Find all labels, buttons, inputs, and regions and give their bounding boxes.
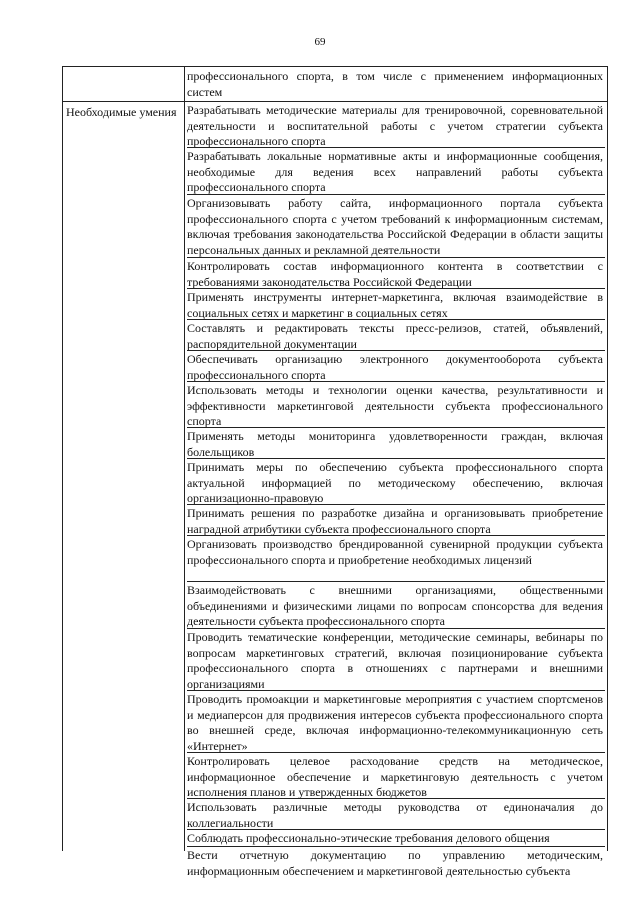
skill-item: Разрабатывать методические материалы для тренировочной, соревновательной деятельности и воспитательной работы с учетом стратегии субъекта профессионального спорта [187,103,603,148]
skill-item: Применять методы мониторинга удовлетворенности граждан, включая болельщиков [187,429,603,459]
skill-item: Контролировать целевое расходование средств на методическое, информационное обеспечение и маркетинговую деятельность с учетом исполнения планов и утвержденных бюджетов [187,754,603,799]
section-label: Необходимые умения [66,105,177,119]
skill-item: Использовать методы и технологии оценки качества, результативности и эффективности маркетинговой деятельности субъекта профессионального спорта [187,383,603,428]
skill-item: Проводить промоакции и маркетинговые мероприятия с участием спортсменов и медиаперсон для продвижения интересов субъекта профессионального спорта во внешней среде, включая информационно-телекоммуникационную сеть «Интернет» [187,692,603,753]
page-number: 69 [314,36,326,48]
skill-item: Разрабатывать локальные нормативные акты и информационные сообщения, необходимые для ведения всех направлений работы субъекта профессионального спорта [187,149,603,194]
column-divider [184,67,185,851]
skill-item: Принимать меры по обеспечению субъекта профессионального спорта актуальной информацией по методическому обеспечению, включая организационно-правовую [187,460,603,505]
continued-cell-text: профессионального спорта, в том числе с применением информационных систем [187,69,603,99]
skill-item: Обеспечивать организацию электронного документооборота субъекта профессионального спорта [187,352,603,382]
skill-item: Вести отчетную документацию по управлению методическим, информационным обеспечением и маркетинговой деятельностью субъекта [187,848,603,878]
skill-item: Организовывать работу сайта, информационного портала субъекта профессионального спорта с учетом требований к информационным системам, включая требования законодательства Российской Федерации в области защиты персональных данных и рекламной деятельности [187,196,603,257]
skill-item: Контролировать состав информационного контента в соответствии с требованиями законодательства Российской Федерации [187,259,603,289]
skills-list [187,102,605,881]
table-row-continued [63,67,607,102]
skill-item: Применять инструменты интернет-маркетинга, включая взаимодействие в социальных сетях и маркетинг в социальных сетях [187,290,603,320]
skill-item: Организовать производство брендированной сувенирной продукции субъекта профессионального спорта и приобретение необходимых лицензий [187,536,605,582]
skill-item: Соблюдать профессионально-этические требования делового общения [187,830,605,847]
skill-item: Принимать решения по разработке дизайна и организовывать приобретение наградной атрибутики субъекта профессионального спорта [187,506,603,536]
skill-item: Проводить тематические конференции, методические семинары, вебинары по вопросам маркетинговых стратегий, включая позиционирование субъекта профессионального спорта в отношениях с партнерами и внешними организациями [187,630,603,691]
skill-item: Составлять и редактировать тексты пресс-релизов, статей, объявлений, распорядительной документации [187,321,603,351]
skill-item: Использовать различные методы руководства от единоначалия до коллегиальности [187,800,603,830]
skill-item: Взаимодействовать с внешними организациями, общественными объединениями и физическими лицами по вопросам спонсорства для ведения деятельности субъекта профессионального спорта [187,583,603,628]
skills-table [62,66,608,878]
